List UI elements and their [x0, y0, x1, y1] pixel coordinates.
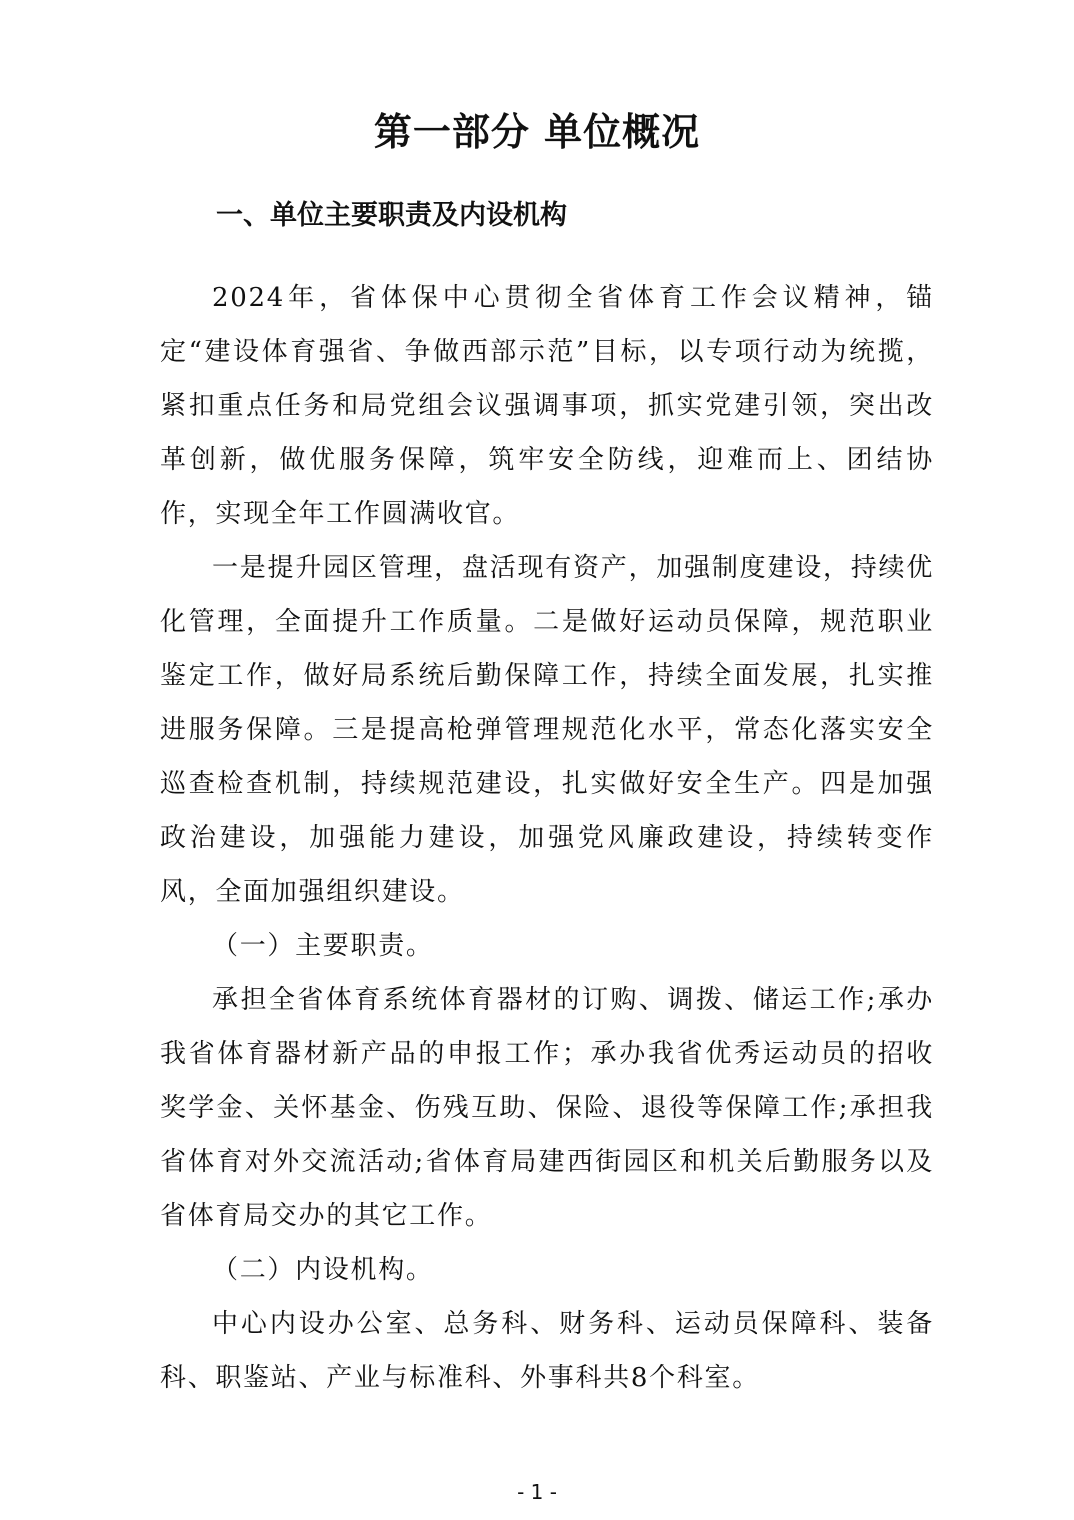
structure-paragraph: 中心内设办公室、总务科、财务科、运动员保障科、装备科、职鉴站、产业与标准科、外事科共8个科室。	[160, 1309, 934, 1393]
document-body	[160, 271, 934, 1405]
duties-paragraph: 承担全省体育系统体育器材的订购、调拨、储运工作;承办我省体育器材新产品的申报工作；承办我省优秀运动员的招收奖学金、关怀基金、伤残互助、保险、退役等保障工作;承担我省体育对外交流活动;省体育局建西街园区和机关后勤服务以及省体育局交办的其它工作。	[160, 985, 934, 1231]
structure-heading: （二）内设机构。	[212, 1255, 434, 1285]
achievements-paragraph: 一是提升园区管理，盘活现有资产，加强制度建设，持续优化管理，全面提升工作质量。二是做好运动员保障，规范职业鉴定工作，做好局系统后勤保障工作，持续全面发展，扎实推进服务保障。三是提高枪弹管理规范化水平，常态化落实安全巡查检查机制，持续规范建设，扎实做好安全生产。四是加强政治建设，加强能力建设，加强党风廉政建设，持续转变作风，全面加强组织建设。	[160, 553, 934, 907]
intro-paragraph: 2024年，省体保中心贯彻全省体育工作会议精神，锚定“建设体育强省、争做西部示范”目标，以专项行动为统揽，紧扣重点任务和局党组会议强调事项，抓实党建引领，突出改革创新，做优服务保障，筑牢安全防线，迎难而上、团结协作，实现全年工作圆满收官。	[160, 283, 934, 529]
section-heading: 一、单位主要职责及内设机构	[216, 200, 567, 231]
duties-heading: （一）主要职责。	[212, 931, 434, 961]
document-title: 第一部分 单位概况	[373, 110, 701, 154]
page-number: - 1 -	[517, 1480, 557, 1504]
